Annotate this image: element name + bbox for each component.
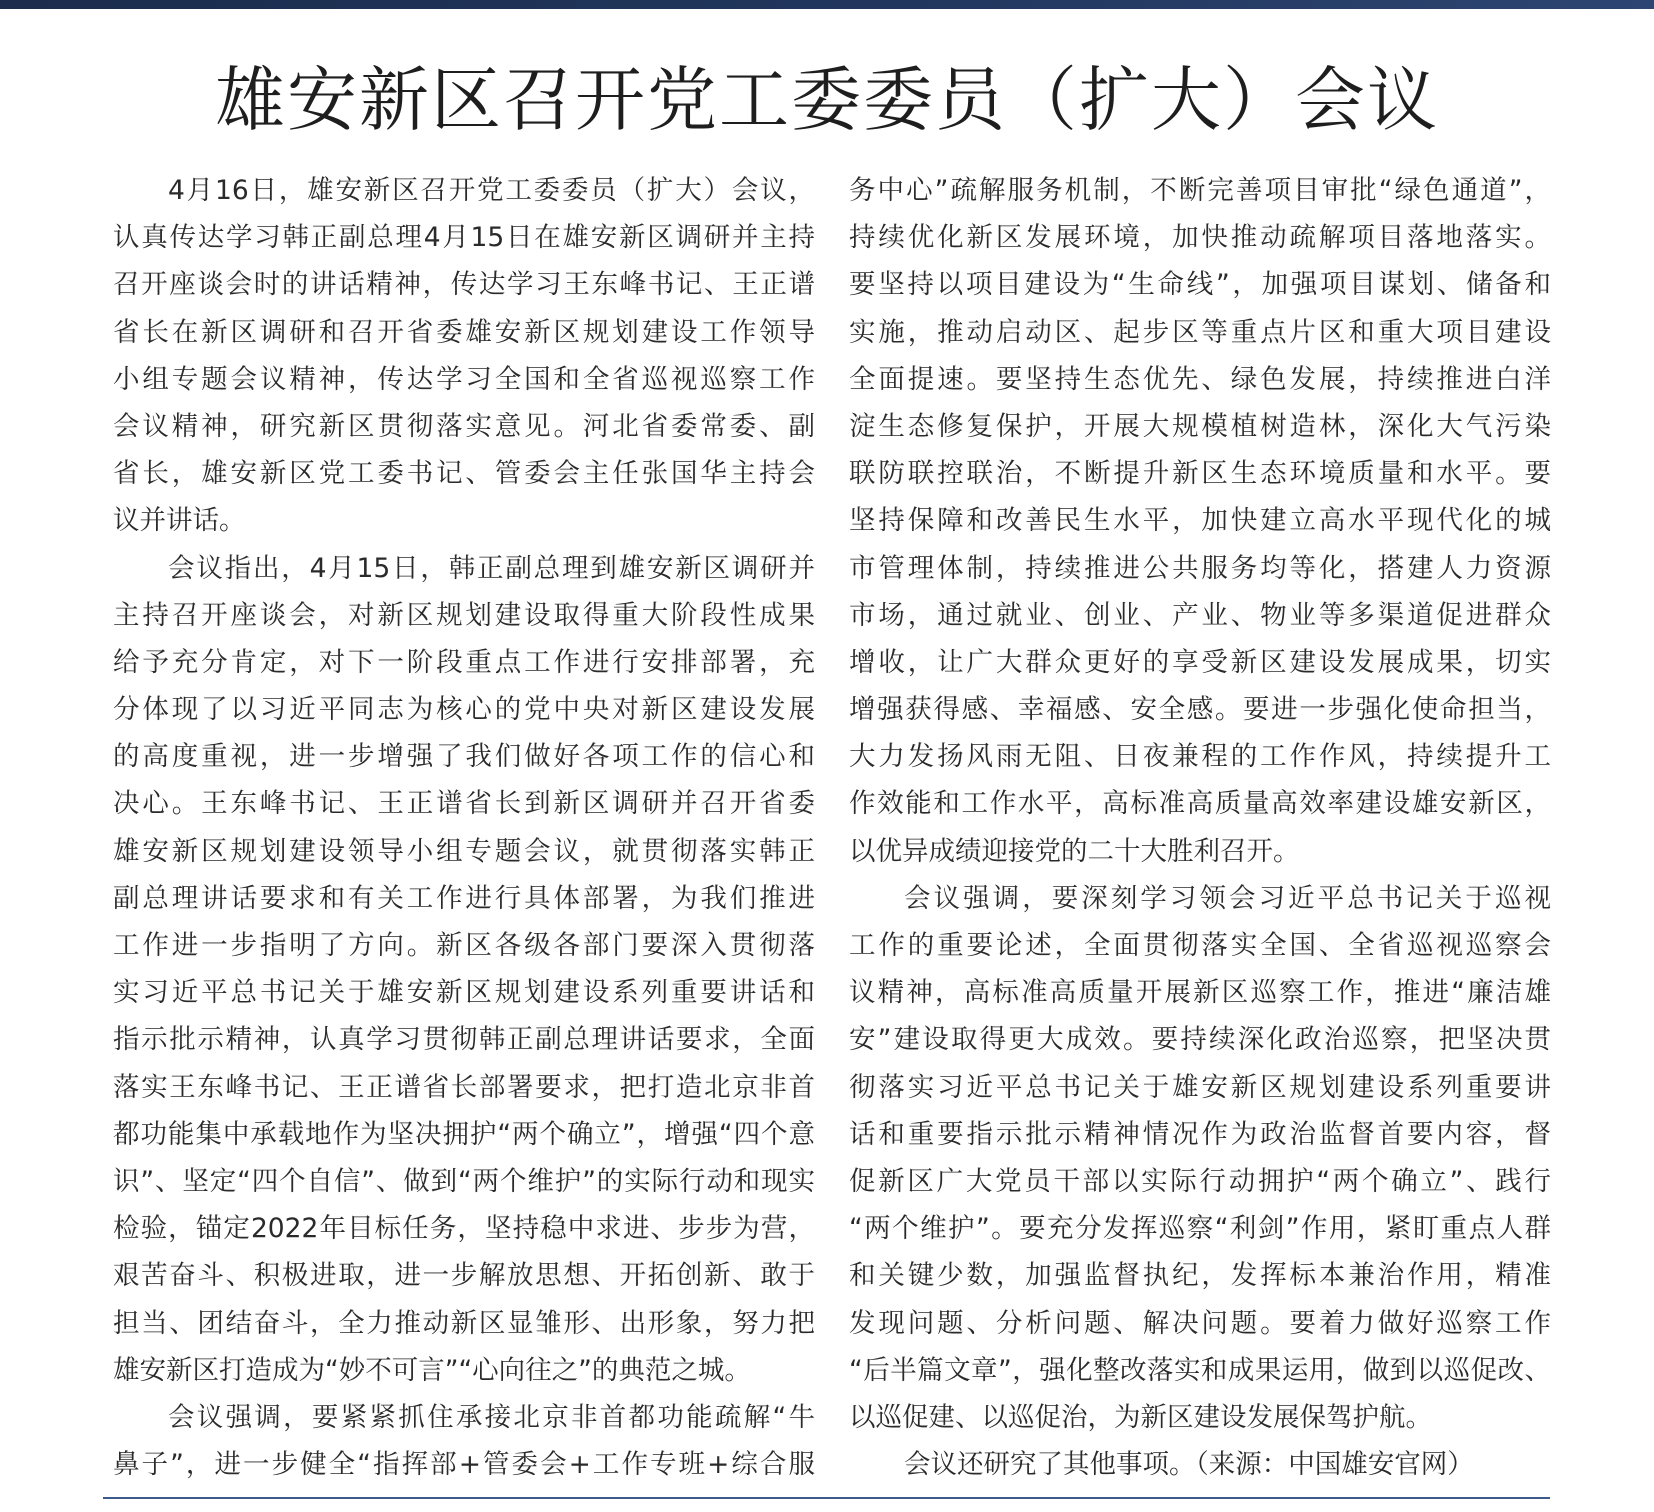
body-line: 和关键少数，加强监督执纪，发挥标本兼治作用，精准 — [849, 1260, 1551, 1292]
body-line: 会议精神，研究新区贯彻落实意见。河北省委常委、副 — [113, 410, 815, 442]
body-line: 实习近平总书记关于雄安新区规划建设系列重要讲话和 — [113, 977, 815, 1009]
body-line: 省长，雄安新区党工委书记、管委会主任张国华主持会 — [113, 458, 815, 490]
body-line: 话和重要指示批示精神情况作为政治监督首要内容，督 — [849, 1118, 1551, 1150]
body-line: 以巡促建、以巡促治，为新区建设发展保驾护航。 — [849, 1401, 1432, 1433]
body-line: 彻落实习近平总书记关于雄安新区规划建设系列重要讲 — [849, 1071, 1551, 1103]
body-line: 雄安新区规划建设领导小组专题会议，就贯彻落实韩正 — [113, 835, 815, 867]
body-line: 认真传达学习韩正副总理4月15日在雄安新区调研并主持 — [113, 222, 815, 254]
body-line: 坚持保障和改善民生水平，加快建立高水平现代化的城 — [849, 505, 1551, 537]
body-line: 淀生态修复保护，开展大规模植树造林，深化大气污染 — [849, 410, 1551, 442]
body-line: 省长在新区调研和召开省委雄安新区规划建设工作领导 — [113, 316, 815, 348]
body-line: 发现问题、分析问题、解决问题。要着力做好巡察工作 — [849, 1307, 1551, 1339]
body-line: 分体现了以习近平同志为核心的党中央对新区建设发展 — [113, 694, 815, 726]
article-body — [113, 167, 1551, 1487]
body-line: 小组专题会议精神，传达学习全国和全省巡视巡察工作 — [113, 363, 815, 395]
body-line: 副总理讲话要求和有关工作进行具体部署，为我们推进 — [113, 882, 815, 914]
body-line: 艰苦奋斗、积极进取，进一步解放思想、开拓创新、敢于 — [113, 1260, 815, 1292]
body-line: 召开座谈会时的讲话精神，传达学习王东峰书记、王正谱 — [113, 269, 815, 301]
body-line: 市管理体制，持续推进公共服务均等化，搭建人力资源 — [849, 552, 1551, 584]
body-line: “两个维护”。要充分发挥巡察“利剑”作用，紧盯重点人群 — [849, 1213, 1551, 1245]
body-line: 的高度重视，进一步增强了我们做好各项工作的信心和 — [113, 741, 815, 773]
body-line: 大力发扬风雨无阻、日夜兼程的工作作风，持续提升工 — [849, 741, 1551, 773]
body-line: 全面提速。要坚持生态优先、绿色发展，持续推进白洋 — [849, 363, 1551, 395]
body-line: 安”建设取得更大成效。要持续深化政治巡察，把坚决贯 — [849, 1024, 1551, 1056]
body-line: “后半篇文章”，强化整改落实和成果运用，做到以巡促改、 — [849, 1354, 1551, 1386]
body-line: 要坚持以项目建设为“生命线”，加强项目谋划、储备和 — [849, 269, 1551, 301]
bottom-divider — [103, 1497, 1550, 1499]
body-line: 工作的重要论述，全面贯彻落实全国、全省巡视巡察会 — [849, 930, 1551, 961]
body-line: 持续优化新区发展环境，加快推动疏解项目落地落实。 — [849, 222, 1551, 254]
body-line: 市场，通过就业、创业、产业、物业等多渠道促进群众 — [849, 599, 1551, 631]
body-line: 联防联控联治，不断提升新区生态环境质量和水平。要 — [849, 458, 1551, 490]
body-line: 主持召开座谈会，对新区规划建设取得重大阶段性成果 — [113, 599, 815, 631]
body-line: 雄安新区打造成为“妙不可言”“心向往之”的典范之城。 — [113, 1354, 751, 1386]
body-line: 工作进一步指明了方向。新区各级各部门要深入贯彻落 — [113, 930, 815, 961]
body-line: 会议强调，要深刻学习领会习近平总书记关于巡视 — [904, 882, 1551, 914]
body-line: 议并讲话。 — [113, 505, 246, 537]
body-line: 会议指出，4月15日，韩正副总理到雄安新区调研并 — [168, 552, 815, 584]
body-line: 决心。王东峰书记、王正谱省长到新区调研并召开省委 — [113, 788, 815, 820]
body-line: 落实王东峰书记、王正谱省长部署要求，把打造北京非首 — [113, 1071, 815, 1103]
top-banner-bar — [0, 0, 1654, 9]
body-line: 务中心”疏解服务机制，不断完善项目审批“绿色通道”， — [849, 175, 1551, 206]
body-line: 议精神，高标准高质量开展新区巡察工作，推进“廉洁雄 — [849, 977, 1551, 1009]
body-line: 给予充分肯定，对下一阶段重点工作进行安排部署，充 — [113, 646, 815, 678]
body-line: 作效能和工作水平，高标准高质量高效率建设雄安新区， — [849, 788, 1551, 820]
body-line: 实施，推动启动区、起步区等重点片区和重大项目建设 — [849, 316, 1551, 348]
body-line: 增收，让广大群众更好的享受新区建设发展成果，切实 — [849, 646, 1551, 678]
body-line: 以优异成绩迎接党的二十大胜利召开。 — [849, 835, 1300, 867]
body-line: 识”、坚定“四个自信”、做到“两个维护”的实际行动和现实 — [113, 1165, 815, 1197]
body-line: 检验，锚定2022年目标任务，坚持稳中求进、步步为营， — [113, 1213, 815, 1245]
right-column — [849, 167, 1551, 1488]
left-column — [113, 167, 815, 1488]
body-line: 都功能集中承载地作为坚决拥护“两个确立”，增强“四个意 — [113, 1118, 815, 1150]
body-line: 指示批示精神，认真学习贯彻韩正副总理讲话要求，全面 — [113, 1024, 815, 1056]
body-line: 会议还研究了其他事项。（来源：中国雄安官网） — [904, 1449, 1474, 1481]
body-line: 4月16日，雄安新区召开党工委委员（扩大）会议， — [168, 175, 815, 206]
body-line: 会议强调，要紧紧抓住承接北京非首都功能疏解“牛 — [168, 1401, 815, 1433]
body-line: 担当、团结奋斗，全力推动新区显雏形、出形象，努力把 — [113, 1307, 815, 1339]
body-line: 促新区广大党员干部以实际行动拥护“两个确立”、践行 — [849, 1165, 1551, 1197]
body-line: 增强获得感、幸福感、安全感。要进一步强化使命担当， — [849, 694, 1551, 726]
body-line: 鼻子”，进一步健全“指挥部+管委会+工作专班+综合服 — [113, 1449, 815, 1481]
article-title: 雄安新区召开党工委委员（扩大）会议 — [215, 59, 1439, 141]
